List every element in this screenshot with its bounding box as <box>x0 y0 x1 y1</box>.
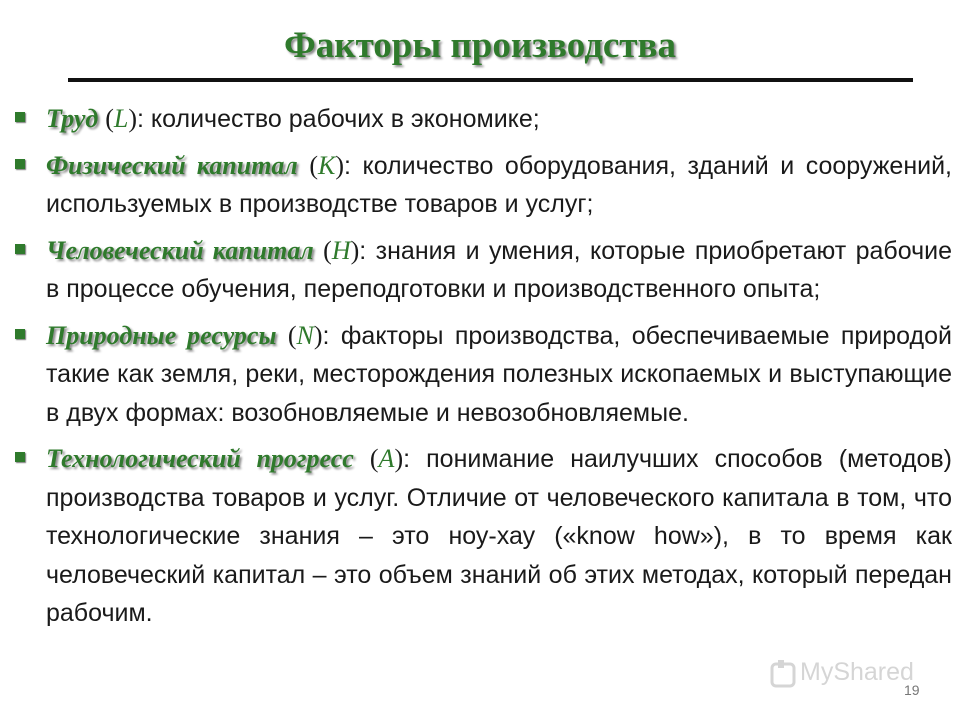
item-description: : количество оборудования, зданий и сооружений, используемых в производстве товаров и услуг; <box>46 151 953 218</box>
bullet-list <box>14 100 952 641</box>
item-description: : факторы производства, обеспечиваемые природой такие как земля, реки, месторождения полезных ископаемых и выступающие в двух формах: возобновляемые и невозобновляемые. <box>46 321 952 427</box>
term-label: Технологический прогресс <box>46 444 354 473</box>
square-bullet-icon <box>15 329 25 339</box>
item-description: : понимание наилучших способов (методов) производства товаров и услуг. Отличие от человеческого капитала в том, что технологические знания – это ноу-хау («know how»), в то время как человеческий капитал – это объем знаний об этих методах, который передан рабочим. <box>46 445 952 627</box>
factor-symbol: K <box>317 150 336 180</box>
factor-symbol: L <box>113 104 129 133</box>
page-number: 19 <box>904 682 920 698</box>
item-description: : знания и умения, которые приобретают рабочие в процессе обучения, переподготовки и производственного опыта; <box>46 236 953 303</box>
list-item: Природные ресурсы (N): факторы производства, обеспечиваемые природой такие как земля, реки, месторождения полезных ископаемых и выступающие в двух формах: возобновляемые и невозобновляемые. <box>14 317 952 433</box>
square-bullet-icon <box>15 159 25 169</box>
watermark-text: MyShared <box>800 658 914 686</box>
item-description: : количество рабочих в экономике; <box>137 105 540 133</box>
term-label: Человеческий капитал <box>46 235 314 265</box>
term-label: Природные ресурсы <box>46 320 277 350</box>
term-label: Физический капитал <box>46 150 298 180</box>
slide-title: Факторы производства <box>283 25 677 66</box>
square-bullet-icon <box>15 452 25 462</box>
list-item: Труд (L): количество рабочих в экономике; <box>14 100 952 139</box>
factor-symbol: H <box>331 235 351 265</box>
square-bullet-icon <box>15 112 25 122</box>
watermark-logo-icon <box>770 658 798 690</box>
square-bullet-icon <box>15 244 25 254</box>
list-item: Человеческий капитал (H): знания и умения, которые приобретают рабочие в процессе обучения, переподготовки и производственного опыта; <box>14 232 952 309</box>
factor-symbol: A <box>378 444 395 473</box>
list-item: Физический капитал (K): количество оборудования, зданий и сооружений, используемых в производстве товаров и услуг; <box>14 147 952 224</box>
title-divider <box>68 78 913 82</box>
factor-symbol: N <box>296 320 314 350</box>
term-label: Труд <box>46 104 99 133</box>
list-item: Технологический прогресс (A): понимание наилучших способов (методов) производства товаров и услуг. Отличие от человеческого капитала в том, что технологические знания – это ноу-хау («know how»), в то время как человеческий капитал – это объем знаний об этих методах, который передан рабочим. <box>14 440 952 633</box>
